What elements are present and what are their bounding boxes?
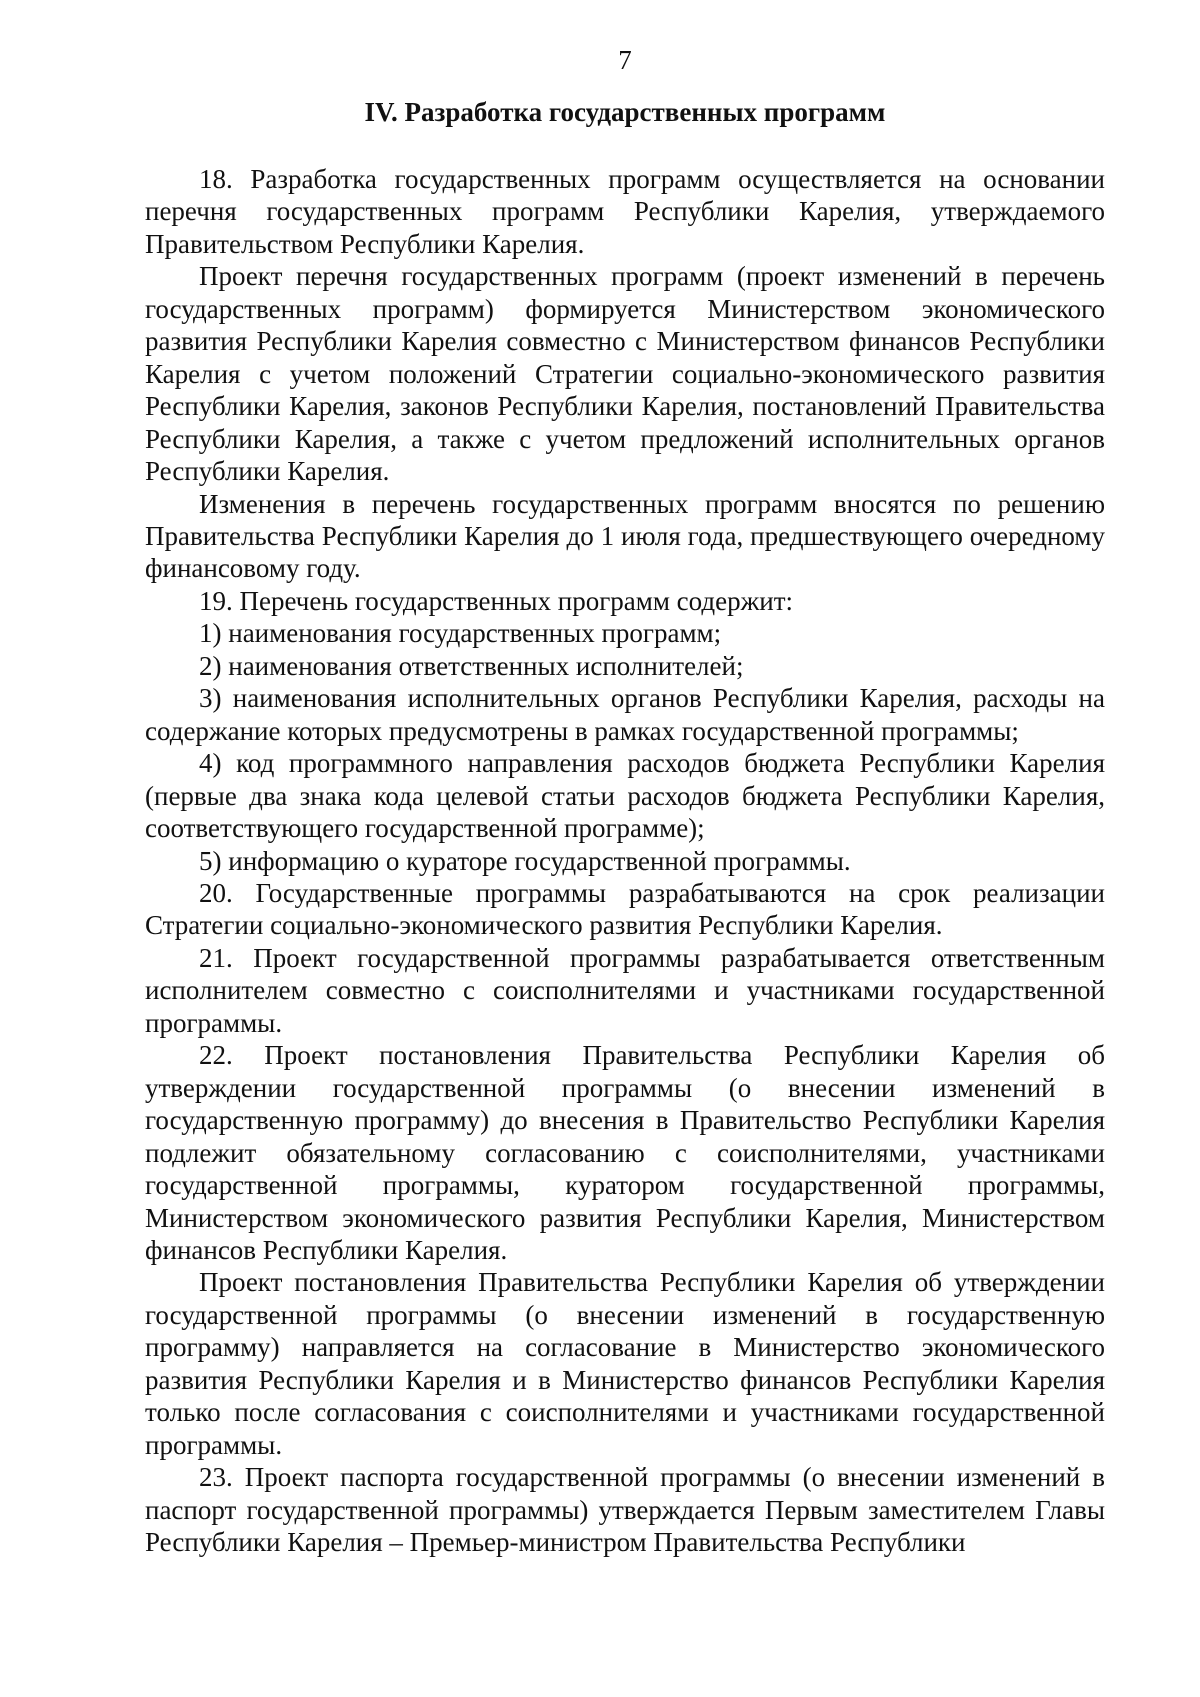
paragraph-23: 23. Проект паспорта государственной программы (о внесении изменений в паспорт государственной программы) утверждается Первым заместителем Главы Республики Карелия – Премьер-министром Правительства Республики [145,1462,1105,1558]
paragraph-18-list-project: Проект перечня государственных программ (проект изменений в перечень государственных программ) формируется Министерством экономического развития Республики Карелия совместно с Министерством финансов Республики Карелия с учетом положений Стратегии социально-экономического развития Республики Карелия, законов Республики Карелия, постановлений Правительства Республики Карелия, а также с учетом предложений исполнительных органов Республики Карелия. [145,261,1105,487]
paragraph-19: 19. Перечень государственных программ содержит: [199,585,793,616]
list-item-5: 5) информацию о кураторе государственной программы. [199,845,851,876]
body-text [145,163,1105,1558]
paragraph-20: 20. Государственные программы разрабатываются на срок реализации Стратегии социально-экономического развития Республики Карелия. [145,877,1105,941]
list-item-3: 3) наименования исполнительных органов Республики Карелия, расходы на содержание которых предусмотрены в рамках государственной программы; [145,683,1105,746]
paragraph-22-approval: Проект постановления Правительства Республики Карелия об утверждении государственной программы (о внесении изменений в государственную программу) направляется на согласование в Министерство экономического развития Республики Карелия и в Министерство финансов Республики Карелия только после согласования с соисполнителями и участниками государственной программы. [145,1267,1105,1460]
paragraph-18: 18. Разработка государственных программ осуществляется на основании перечня государственных программ Республики Карелия, утверждаемого Правительством Республики Карелия. [145,164,1105,259]
paragraph-21: 21. Проект государственной программы разрабатывается ответственным исполнителем совместно с соисполнителями и участниками государственной программы. [145,942,1105,1038]
list-item-4: 4) код программного направления расходов бюджета Республики Карелия (первые два знака кода целевой статьи расходов бюджета Республики Карелия, соответствующего государственной программе); [145,748,1105,844]
paragraph-18-list-changes: Изменения в перечень государственных программ вносятся по решению Правительства Республики Карелия до 1 июля года, предшествующего очередному финансовому году. [145,488,1105,584]
section-heading: IV. Разработка государственных программ [364,97,886,127]
list-item-2: 2) наименования ответственных исполнителей; [199,650,744,681]
paragraph-22: 22. Проект постановления Правительства Республики Карелия об утверждении государственной программы (о внесении изменений в государственную программу) до внесения в Правительство Республики Карелия подлежит обязательному согласованию с соисполнителями, участниками государственной программы, куратором государственной программы, Министерством экономического развития Республики Карелия, Министерством финансов Республики Карелия. [145,1040,1105,1265]
list-item-1: 1) наименования государственных программ; [199,618,722,649]
page-number: 7 [618,45,632,75]
